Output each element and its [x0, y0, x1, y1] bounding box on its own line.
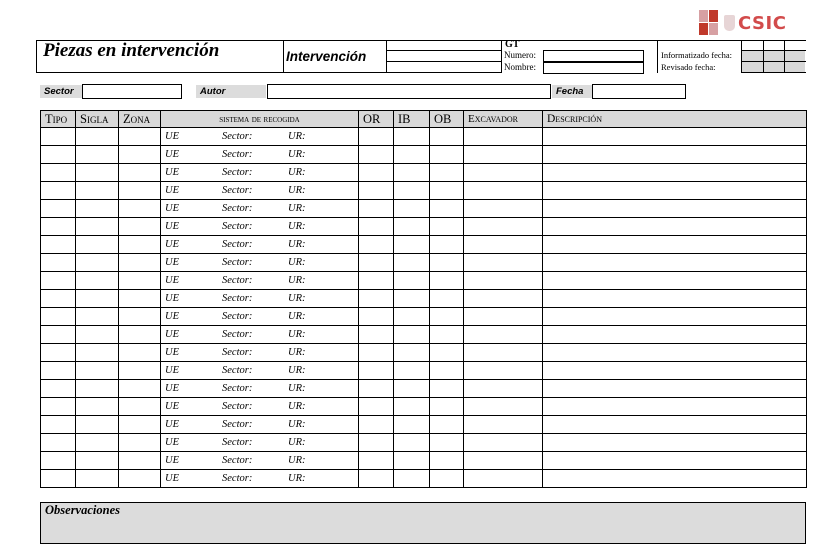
table-cell[interactable] — [359, 398, 394, 416]
title-box — [36, 40, 284, 73]
table-cell[interactable] — [430, 218, 464, 236]
table-cell[interactable] — [41, 236, 76, 254]
table-row — [41, 416, 807, 434]
table-row — [41, 290, 807, 308]
table-cell[interactable] — [119, 308, 161, 326]
table-cell[interactable] — [394, 236, 430, 254]
ur-label: UR: — [288, 293, 306, 304]
table-cell[interactable] — [464, 416, 543, 434]
table-cell[interactable] — [41, 470, 76, 488]
table-cell[interactable] — [543, 362, 807, 380]
ur-label: UR: — [288, 131, 306, 142]
table-cell[interactable] — [359, 290, 394, 308]
table-cell[interactable] — [76, 128, 119, 146]
table-cell[interactable] — [464, 380, 543, 398]
col-excavador: Excavador — [464, 111, 543, 128]
sector-label: Sector — [40, 85, 84, 98]
table-cell[interactable] — [76, 416, 119, 434]
table-cell[interactable] — [394, 398, 430, 416]
sistema-recogida-cell[interactable] — [161, 254, 359, 272]
table-cell[interactable] — [41, 434, 76, 452]
table-cell[interactable] — [543, 416, 807, 434]
table-cell[interactable] — [359, 434, 394, 452]
table-cell[interactable] — [119, 416, 161, 434]
table-cell[interactable] — [394, 182, 430, 200]
table-cell[interactable] — [359, 452, 394, 470]
table-cell[interactable] — [394, 416, 430, 434]
table-cell[interactable] — [76, 146, 119, 164]
ur-label: UR: — [288, 311, 306, 322]
table-cell[interactable] — [41, 308, 76, 326]
table-row — [41, 164, 807, 182]
sistema-recogida-cell[interactable] — [161, 380, 359, 398]
table-cell[interactable] — [464, 164, 543, 182]
autor-field[interactable] — [267, 84, 551, 99]
sector-label: Sector: — [222, 221, 253, 232]
col-sigla: Sigla — [76, 111, 119, 128]
sector-label: Sector: — [222, 383, 253, 394]
table-cell[interactable] — [41, 182, 76, 200]
sistema-recogida-cell[interactable] — [161, 362, 359, 380]
table-cell[interactable] — [119, 236, 161, 254]
ue-label: UE — [165, 437, 179, 448]
table-cell[interactable] — [76, 254, 119, 272]
table-cell[interactable] — [394, 272, 430, 290]
csic-emblem-icon — [699, 10, 718, 36]
fecha-label: Fecha — [552, 85, 594, 98]
table-row — [41, 344, 807, 362]
sistema-recogida-cell[interactable] — [161, 290, 359, 308]
ue-label: UE — [165, 185, 179, 196]
ur-label: UR: — [288, 455, 306, 466]
ur-label: UR: — [288, 149, 306, 160]
table-cell[interactable] — [543, 200, 807, 218]
table-cell[interactable] — [430, 200, 464, 218]
csic-logo — [699, 10, 786, 36]
table-cell[interactable] — [76, 272, 119, 290]
table-cell[interactable] — [394, 146, 430, 164]
table-cell[interactable] — [543, 272, 807, 290]
table-cell[interactable] — [119, 434, 161, 452]
table-cell[interactable] — [464, 128, 543, 146]
ur-label: UR: — [288, 347, 306, 358]
ue-label: UE — [165, 293, 179, 304]
pieces-table — [40, 110, 806, 488]
ue-label: UE — [165, 419, 179, 430]
table-cell[interactable] — [119, 290, 161, 308]
table-cell[interactable] — [430, 434, 464, 452]
sistema-recogida-cell[interactable] — [161, 236, 359, 254]
ur-label: UR: — [288, 167, 306, 178]
table-row — [41, 398, 807, 416]
table-cell[interactable] — [543, 380, 807, 398]
table-cell[interactable] — [394, 470, 430, 488]
sistema-recogida-cell[interactable] — [161, 344, 359, 362]
sector-label: Sector: — [222, 239, 253, 250]
sector-label: Sector: — [222, 365, 253, 376]
table-cell[interactable] — [359, 272, 394, 290]
table-cell[interactable] — [543, 326, 807, 344]
table-cell[interactable] — [359, 200, 394, 218]
table-cell[interactable] — [464, 290, 543, 308]
table-cell[interactable] — [41, 200, 76, 218]
table-header — [41, 111, 807, 128]
sector-label: Sector: — [222, 347, 253, 358]
table-cell[interactable] — [76, 218, 119, 236]
sector-label: Sector: — [222, 149, 253, 160]
ue-label: UE — [165, 221, 179, 232]
ue-label: UE — [165, 167, 179, 178]
info-row — [40, 84, 806, 98]
table-row — [41, 182, 807, 200]
table-cell[interactable] — [430, 128, 464, 146]
table-cell[interactable] — [430, 146, 464, 164]
revisado-label: Revisado fecha: — [661, 62, 716, 72]
table-row — [41, 470, 807, 488]
table-cell[interactable] — [76, 434, 119, 452]
ue-label: UE — [165, 239, 179, 250]
intervencion-box — [282, 40, 387, 73]
table-row — [41, 452, 807, 470]
table-cell[interactable] — [464, 308, 543, 326]
ur-label: UR: — [288, 383, 306, 394]
sistema-recogida-cell[interactable] — [161, 200, 359, 218]
sector-label: Sector: — [222, 437, 253, 448]
table-cell[interactable] — [359, 182, 394, 200]
table-cell[interactable] — [394, 452, 430, 470]
table-cell[interactable] — [76, 362, 119, 380]
ue-label: UE — [165, 401, 179, 412]
table-cell[interactable] — [394, 128, 430, 146]
table-cell[interactable] — [41, 254, 76, 272]
numero-label: Numero: — [504, 50, 536, 60]
sector-label: Sector: — [222, 257, 253, 268]
table-cell[interactable] — [430, 254, 464, 272]
observaciones-box[interactable] — [40, 502, 806, 544]
table-cell[interactable] — [394, 290, 430, 308]
table-row — [41, 272, 807, 290]
ue-label: UE — [165, 203, 179, 214]
intervencion-label: Intervención — [286, 49, 367, 64]
col-ib: IB — [394, 111, 430, 128]
ur-label: UR: — [288, 437, 306, 448]
table-cell[interactable] — [41, 380, 76, 398]
ue-label: UE — [165, 347, 179, 358]
table-row — [41, 362, 807, 380]
table-cell[interactable] — [41, 326, 76, 344]
table-row — [41, 146, 807, 164]
gt-section — [502, 40, 644, 73]
autor-label: Autor — [196, 85, 266, 98]
table-cell[interactable] — [543, 290, 807, 308]
nombre-field[interactable] — [543, 62, 644, 74]
sector-field[interactable] — [82, 84, 182, 99]
sector-label: Sector: — [222, 473, 253, 484]
table-cell[interactable] — [430, 308, 464, 326]
table-cell[interactable] — [119, 254, 161, 272]
table-cell[interactable] — [543, 308, 807, 326]
table-cell[interactable] — [119, 470, 161, 488]
table-cell[interactable] — [430, 452, 464, 470]
sector-label: Sector: — [222, 203, 253, 214]
crest-icon — [724, 15, 735, 31]
table-cell[interactable] — [464, 398, 543, 416]
table-cell[interactable] — [430, 236, 464, 254]
sector-label: Sector: — [222, 311, 253, 322]
table-cell[interactable] — [464, 452, 543, 470]
ur-label: UR: — [288, 275, 306, 286]
sistema-recogida-cell[interactable] — [161, 128, 359, 146]
table-cell[interactable] — [359, 380, 394, 398]
table-cell[interactable] — [41, 416, 76, 434]
table-cell[interactable] — [119, 452, 161, 470]
ue-label: UE — [165, 365, 179, 376]
table-cell[interactable] — [359, 254, 394, 272]
sector-label: Sector: — [222, 167, 253, 178]
ur-label: UR: — [288, 257, 306, 268]
table-cell[interactable] — [430, 380, 464, 398]
table-cell[interactable] — [76, 398, 119, 416]
numero-field[interactable] — [543, 50, 644, 62]
sistema-recogida-cell[interactable] — [161, 452, 359, 470]
table-row — [41, 200, 807, 218]
table-cell[interactable] — [394, 326, 430, 344]
table-cell[interactable] — [41, 452, 76, 470]
table-cell[interactable] — [359, 164, 394, 182]
ue-label: UE — [165, 329, 179, 340]
table-cell[interactable] — [41, 344, 76, 362]
ue-label: UE — [165, 383, 179, 394]
col-descripcion: Descripción — [543, 111, 807, 128]
table-cell[interactable] — [76, 470, 119, 488]
sistema-recogida-cell[interactable] — [161, 398, 359, 416]
table-cell[interactable] — [359, 308, 394, 326]
table-cell[interactable] — [76, 182, 119, 200]
table-cell[interactable] — [76, 290, 119, 308]
table-cell[interactable] — [119, 380, 161, 398]
table-cell[interactable] — [464, 362, 543, 380]
table-cell[interactable] — [76, 164, 119, 182]
table-row — [41, 326, 807, 344]
table-cell[interactable] — [119, 164, 161, 182]
table-cell[interactable] — [464, 200, 543, 218]
fecha-field[interactable] — [592, 84, 686, 99]
table-cell[interactable] — [430, 362, 464, 380]
logo-text: CSIC — [738, 12, 787, 34]
col-ob: OB — [430, 111, 464, 128]
table-cell[interactable] — [430, 344, 464, 362]
table-cell[interactable] — [359, 470, 394, 488]
table-cell[interactable] — [41, 398, 76, 416]
table-cell[interactable] — [119, 362, 161, 380]
page-title: Piezas en intervención — [43, 40, 220, 61]
table-row — [41, 434, 807, 452]
ur-label: UR: — [288, 365, 306, 376]
table-cell[interactable] — [119, 128, 161, 146]
table-cell[interactable] — [394, 344, 430, 362]
table-cell[interactable] — [543, 164, 807, 182]
table-cell[interactable] — [464, 344, 543, 362]
table-row — [41, 308, 807, 326]
table-cell[interactable] — [543, 344, 807, 362]
table-cell[interactable] — [394, 380, 430, 398]
sector-label: Sector: — [222, 275, 253, 286]
table-cell[interactable] — [430, 290, 464, 308]
table-cell[interactable] — [464, 272, 543, 290]
table-cell[interactable] — [359, 236, 394, 254]
table-cell[interactable] — [76, 308, 119, 326]
intervencion-field[interactable] — [387, 40, 502, 73]
table-cell[interactable] — [119, 326, 161, 344]
table-cell[interactable] — [464, 470, 543, 488]
nombre-label: Nombre: — [504, 62, 536, 72]
table-cell[interactable] — [41, 146, 76, 164]
table-cell[interactable] — [41, 164, 76, 182]
table-cell[interactable] — [543, 236, 807, 254]
table-cell[interactable] — [41, 272, 76, 290]
sector-label: Sector: — [222, 401, 253, 412]
table-cell[interactable] — [394, 164, 430, 182]
sistema-recogida-cell[interactable] — [161, 146, 359, 164]
table-cell[interactable] — [76, 200, 119, 218]
table-row — [41, 254, 807, 272]
observaciones-label: Observaciones — [45, 503, 120, 517]
table-cell[interactable] — [76, 380, 119, 398]
table-cell[interactable] — [359, 218, 394, 236]
table-cell[interactable] — [464, 146, 543, 164]
table-cell[interactable] — [119, 218, 161, 236]
sector-label: Sector: — [222, 329, 253, 340]
review-date-fields[interactable] — [741, 40, 806, 73]
table-cell[interactable] — [543, 128, 807, 146]
table-cell[interactable] — [430, 470, 464, 488]
ur-label: UR: — [288, 239, 306, 250]
col-sistema-recogida: sistema de recogida — [161, 111, 359, 128]
sector-label: Sector: — [222, 185, 253, 196]
table-cell[interactable] — [76, 326, 119, 344]
ue-label: UE — [165, 473, 179, 484]
table-cell[interactable] — [430, 182, 464, 200]
table-cell[interactable] — [464, 434, 543, 452]
table-cell[interactable] — [543, 434, 807, 452]
ue-label: UE — [165, 131, 179, 142]
table-cell[interactable] — [76, 236, 119, 254]
sistema-recogida-cell[interactable] — [161, 164, 359, 182]
table-cell[interactable] — [430, 272, 464, 290]
table-cell[interactable] — [41, 290, 76, 308]
sistema-recogida-cell[interactable] — [161, 308, 359, 326]
table-cell[interactable] — [543, 218, 807, 236]
table-row — [41, 218, 807, 236]
table-row — [41, 380, 807, 398]
table-row — [41, 128, 807, 146]
table-cell[interactable] — [41, 218, 76, 236]
table-cell[interactable] — [543, 398, 807, 416]
col-or: OR — [359, 111, 394, 128]
table-cell[interactable] — [359, 146, 394, 164]
ue-label: UE — [165, 257, 179, 268]
table-cell[interactable] — [41, 128, 76, 146]
table-cell[interactable] — [464, 326, 543, 344]
table-cell[interactable] — [543, 146, 807, 164]
ur-label: UR: — [288, 185, 306, 196]
sector-label: Sector: — [222, 455, 253, 466]
table-cell[interactable] — [119, 200, 161, 218]
table-cell[interactable] — [76, 344, 119, 362]
sector-label: Sector: — [222, 419, 253, 430]
table-cell[interactable] — [359, 326, 394, 344]
col-zona: Zona — [119, 111, 161, 128]
table-cell[interactable] — [394, 200, 430, 218]
table-cell[interactable] — [119, 272, 161, 290]
sistema-recogida-cell[interactable] — [161, 218, 359, 236]
ue-label: UE — [165, 275, 179, 286]
ue-label: UE — [165, 149, 179, 160]
table-cell[interactable] — [76, 452, 119, 470]
sistema-recogida-cell[interactable] — [161, 182, 359, 200]
table-cell[interactable] — [464, 236, 543, 254]
sector-label: Sector: — [222, 131, 253, 142]
table-cell[interactable] — [359, 344, 394, 362]
table-cell[interactable] — [394, 308, 430, 326]
table-row — [41, 236, 807, 254]
table-cell[interactable] — [430, 164, 464, 182]
sistema-recogida-cell[interactable] — [161, 434, 359, 452]
table-cell[interactable] — [119, 182, 161, 200]
table-cell[interactable] — [543, 182, 807, 200]
table-cell[interactable] — [464, 182, 543, 200]
table-cell[interactable] — [394, 362, 430, 380]
sistema-recogida-cell[interactable] — [161, 272, 359, 290]
table-cell[interactable] — [430, 416, 464, 434]
table-cell[interactable] — [394, 218, 430, 236]
ur-label: UR: — [288, 401, 306, 412]
table-cell[interactable] — [41, 362, 76, 380]
table-cell[interactable] — [543, 452, 807, 470]
ue-label: UE — [165, 311, 179, 322]
table-cell[interactable] — [464, 254, 543, 272]
ur-label: UR: — [288, 329, 306, 340]
table-cell[interactable] — [394, 434, 430, 452]
ue-label: UE — [165, 455, 179, 466]
table-cell[interactable] — [119, 398, 161, 416]
table-cell[interactable] — [430, 326, 464, 344]
table-cell[interactable] — [464, 218, 543, 236]
table-cell[interactable] — [543, 254, 807, 272]
col-tipo: Tipo — [41, 111, 76, 128]
sector-label: Sector: — [222, 293, 253, 304]
informatizado-label: Informatizado fecha: — [661, 50, 733, 60]
gt-label: GT — [505, 39, 520, 50]
ur-label: UR: — [288, 419, 306, 430]
table-cell[interactable] — [543, 470, 807, 488]
ur-label: UR: — [288, 473, 306, 484]
table-cell[interactable] — [119, 344, 161, 362]
ur-label: UR: — [288, 221, 306, 232]
sistema-recogida-cell[interactable] — [161, 470, 359, 488]
table-cell[interactable] — [359, 128, 394, 146]
sistema-recogida-cell[interactable] — [161, 326, 359, 344]
table-cell[interactable] — [119, 146, 161, 164]
ur-label: UR: — [288, 203, 306, 214]
table-cell[interactable] — [394, 254, 430, 272]
table-cell[interactable] — [359, 362, 394, 380]
sistema-recogida-cell[interactable] — [161, 416, 359, 434]
table-cell[interactable] — [359, 416, 394, 434]
table-cell[interactable] — [430, 398, 464, 416]
